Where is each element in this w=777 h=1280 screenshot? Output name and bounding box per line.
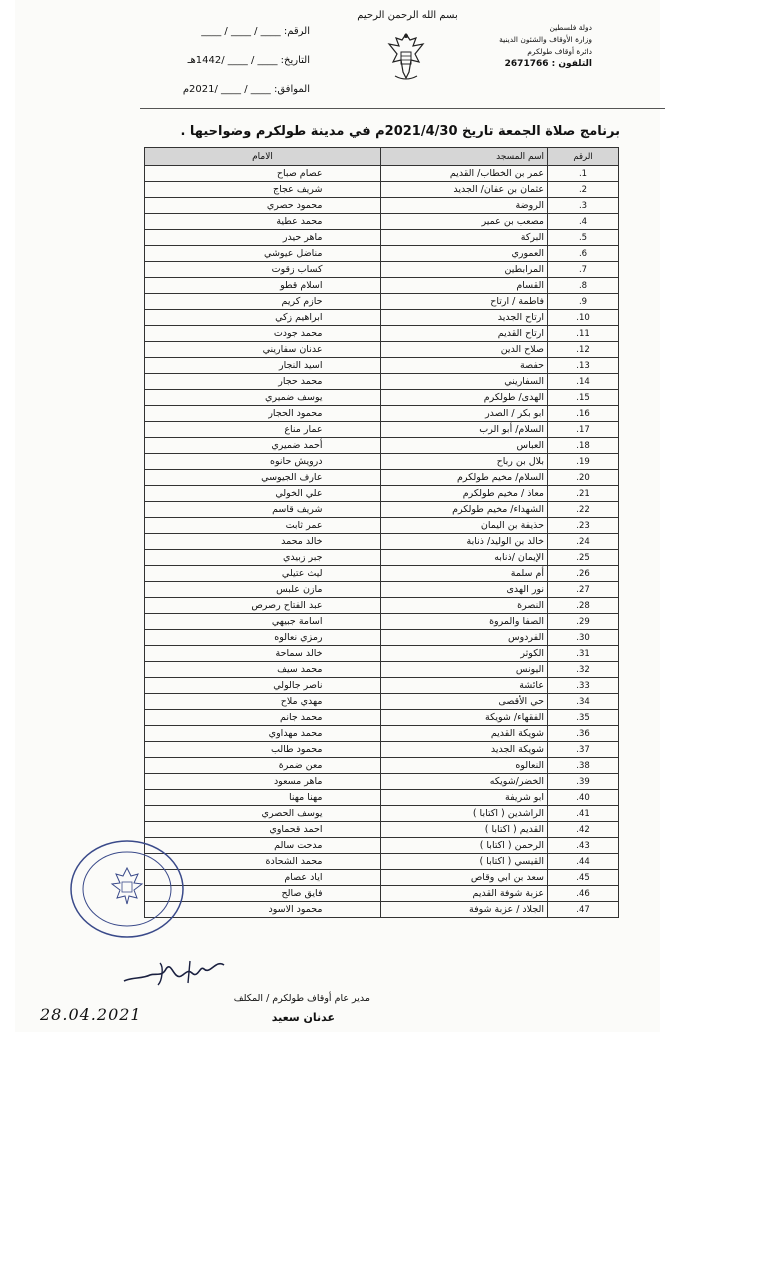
mosque-name: ابو شريفة	[381, 790, 548, 806]
row-number: 31.	[548, 646, 619, 662]
row-number: 23.	[548, 518, 619, 534]
hijri-date-line: التاريخ: ____ / ____ /1442هـ	[187, 55, 310, 66]
handwritten-signature-icon	[120, 955, 230, 989]
imam-name	[145, 422, 381, 438]
imam-name-text: اسامة جبيهي	[271, 616, 323, 627]
header-num: الرقم	[548, 148, 619, 166]
letterhead-line: دولة فلسطين	[549, 23, 592, 32]
mosque-name: البركة	[381, 230, 548, 246]
table-row	[145, 582, 619, 598]
imam-name	[145, 742, 381, 758]
row-number: 15.	[548, 390, 619, 406]
mosque-name: عثمان بن عفان/ الجديد	[381, 182, 548, 198]
imam-name-text: محمد عطية	[276, 216, 323, 227]
imam-name-text: اياد عصام	[284, 872, 323, 883]
table-row	[145, 198, 619, 214]
imam-name-text: محمود طالب	[270, 744, 323, 755]
row-number: 43.	[548, 838, 619, 854]
table-row	[145, 326, 619, 342]
row-number: 27.	[548, 582, 619, 598]
document-title: برنامج صلاة الجمعة تاريخ 2021/4/30م في مدينة طولكرم وضواحيها .	[180, 124, 620, 139]
header-mosque: اسم المسجد	[381, 148, 548, 166]
imam-name	[145, 310, 381, 326]
row-number: 11.	[548, 326, 619, 342]
imam-name-text: مازن علبس	[276, 584, 323, 595]
row-number: 17.	[548, 422, 619, 438]
table-row	[145, 342, 619, 358]
imam-name	[145, 214, 381, 230]
imam-name-text: ليث عتيلي	[281, 568, 323, 579]
mosque-name: القسام	[381, 278, 548, 294]
mosque-name: الراشدين ( اكتابا )	[381, 806, 548, 822]
imam-name	[145, 646, 381, 662]
reference-block	[150, 22, 310, 109]
imam-name	[145, 262, 381, 278]
table-row	[145, 406, 619, 422]
table-row	[145, 838, 619, 854]
table-row	[145, 278, 619, 294]
imam-name	[145, 598, 381, 614]
mosque-name: عمر بن الخطاب/ القديم	[381, 166, 548, 182]
mosque-name: الجلاد / عزبة شوفة	[381, 902, 548, 918]
imam-name-text: اسلام قطو	[280, 280, 323, 291]
row-number: 7.	[548, 262, 619, 278]
imam-name	[145, 662, 381, 678]
table-row	[145, 310, 619, 326]
table-row	[145, 246, 619, 262]
table-row	[145, 374, 619, 390]
imam-name-text: رمزي نعالوه	[274, 632, 323, 643]
mosque-name: الفقهاء/ شويكة	[381, 710, 548, 726]
row-number: 5.	[548, 230, 619, 246]
imam-name-text: مهدي ملاح	[280, 696, 323, 707]
basmala-text: بسم الله الرحمن الرحيم	[357, 10, 458, 21]
mosque-name: الروضة	[381, 198, 548, 214]
imam-name	[145, 758, 381, 774]
imam-name-text: عمر ثابت	[285, 520, 323, 531]
signatory-name: عدنان سعيد	[271, 1011, 335, 1024]
imam-name	[145, 630, 381, 646]
row-number: 19.	[548, 454, 619, 470]
imam-name-text: خالد محمد	[281, 536, 323, 547]
row-number: 22.	[548, 502, 619, 518]
row-number: 34.	[548, 694, 619, 710]
mosque-name: ابو بكر / الصدر	[381, 406, 548, 422]
imam-name	[145, 822, 381, 838]
imam-name	[145, 582, 381, 598]
mosque-name: السلام/ مخيم طولكرم	[381, 470, 548, 486]
imam-name-text: محمود الاسود	[268, 904, 323, 915]
mosque-name: ارتاح الجديد	[381, 310, 548, 326]
mosque-name: بلال بن رباح	[381, 454, 548, 470]
mosque-name: ارتاح القديم	[381, 326, 548, 342]
mosque-name: معاذ / مخيم طولكرم	[381, 486, 548, 502]
row-number: 2.	[548, 182, 619, 198]
mosque-name: سعد بن ابي وقاص	[381, 870, 548, 886]
row-number: 4.	[548, 214, 619, 230]
row-number: 12.	[548, 342, 619, 358]
table-row	[145, 470, 619, 486]
gregorian-date-line: الموافق: ____ / ____ /2021م	[182, 84, 310, 95]
imam-name-text: عمار مناع	[284, 424, 323, 435]
mosque-name: شويكة القديم	[381, 726, 548, 742]
imam-name-text: ابراهيم زكي	[275, 312, 323, 323]
imam-name	[145, 614, 381, 630]
imam-name-text: محمد حجار	[278, 376, 323, 387]
table-row	[145, 742, 619, 758]
mosque-name: حفصة	[381, 358, 548, 374]
row-number: 3.	[548, 198, 619, 214]
imam-name	[145, 710, 381, 726]
imam-name	[145, 374, 381, 390]
imam-name	[145, 166, 381, 182]
phone-label: التلفون :	[551, 59, 592, 69]
imam-name-text: محمد سيف	[277, 664, 323, 675]
imam-name	[145, 390, 381, 406]
mosque-name: النعالوه	[381, 758, 548, 774]
imam-name	[145, 534, 381, 550]
row-number: 8.	[548, 278, 619, 294]
table-row	[145, 534, 619, 550]
imam-name	[145, 790, 381, 806]
row-number: 35.	[548, 710, 619, 726]
imam-name-text: شريف قاسم	[272, 504, 323, 515]
row-number: 46.	[548, 886, 619, 902]
mosque-name: السفاريني	[381, 374, 548, 390]
table-row	[145, 854, 619, 870]
table-row	[145, 550, 619, 566]
imam-name	[145, 806, 381, 822]
row-number: 30.	[548, 630, 619, 646]
imam-name-text: محمد جودت	[273, 328, 323, 339]
imam-name-text: جبر زبيدي	[282, 552, 323, 563]
imam-name	[145, 278, 381, 294]
table-row	[145, 438, 619, 454]
mosque-name: أم سلمة	[381, 566, 548, 582]
row-number: 10.	[548, 310, 619, 326]
imam-name	[145, 246, 381, 262]
imam-name-text: ماهر حيدر	[282, 232, 323, 243]
table-row	[145, 262, 619, 278]
table-body	[145, 166, 619, 918]
imam-name-text: عصام صباح	[276, 168, 323, 179]
letterhead-right	[500, 22, 592, 70]
imam-name-text: يوسف الحصري	[261, 808, 323, 819]
table-row	[145, 390, 619, 406]
mosque-name: الفردوس	[381, 630, 548, 646]
table-row	[145, 422, 619, 438]
table-row	[145, 902, 619, 918]
table-row	[145, 806, 619, 822]
imam-name-text: عبد الفتاح رصرص	[251, 600, 323, 611]
mosque-name: الشهداء/ مخيم طولكرم	[381, 502, 548, 518]
row-number: 42.	[548, 822, 619, 838]
imam-name	[145, 358, 381, 374]
phone-line	[500, 58, 592, 70]
imam-name	[145, 182, 381, 198]
imam-name-text: فايق صالح	[281, 888, 323, 899]
imam-name	[145, 406, 381, 422]
table-row	[145, 166, 619, 182]
imam-name-text: ناصر جالولي	[273, 680, 323, 691]
table-row	[145, 662, 619, 678]
row-number: 32.	[548, 662, 619, 678]
imam-name	[145, 726, 381, 742]
imam-name	[145, 294, 381, 310]
row-number: 29.	[548, 614, 619, 630]
row-number: 18.	[548, 438, 619, 454]
table-row	[145, 790, 619, 806]
table-row	[145, 758, 619, 774]
table-row	[145, 694, 619, 710]
mosque-name: الصفا والمروة	[381, 614, 548, 630]
table-row	[145, 214, 619, 230]
table-row	[145, 710, 619, 726]
mosque-name: الخضر/شويكه	[381, 774, 548, 790]
imam-name	[145, 326, 381, 342]
mosque-name: فاطمة / ارتاح	[381, 294, 548, 310]
row-number: 6.	[548, 246, 619, 262]
table-row	[145, 598, 619, 614]
table-row	[145, 822, 619, 838]
mosque-name: الرحمن ( اكتابا )	[381, 838, 548, 854]
imam-name-text: ماهر مسعود	[273, 776, 323, 787]
palestine-eagle-emblem-icon	[385, 28, 427, 84]
mosque-name: القيسي ( اكتابا )	[381, 854, 548, 870]
imam-name-text: محمود الحجار	[268, 408, 323, 419]
phone-value: 2671766	[504, 59, 549, 69]
imam-name-text: محمد مهداوي	[268, 728, 323, 739]
imam-name	[145, 438, 381, 454]
table-row	[145, 630, 619, 646]
imam-name-text: يوسف ضميري	[265, 392, 323, 403]
imam-name	[145, 198, 381, 214]
imam-name	[145, 678, 381, 694]
row-number: 26.	[548, 566, 619, 582]
mosque-name: حي الأقصى	[381, 694, 548, 710]
table-row	[145, 358, 619, 374]
row-number: 28.	[548, 598, 619, 614]
mosque-name: السلام/ أبو الرب	[381, 422, 548, 438]
table-row	[145, 502, 619, 518]
row-number: 25.	[548, 550, 619, 566]
table-row	[145, 518, 619, 534]
mosque-name: مصعب بن عمير	[381, 214, 548, 230]
imam-name-text: محمود حصري	[266, 200, 323, 211]
mosque-name: الهدى/ طولكرم	[381, 390, 548, 406]
imam-name	[145, 342, 381, 358]
mosque-name: صلاح الدين	[381, 342, 548, 358]
mosque-name: الكوثر	[381, 646, 548, 662]
row-number: 45.	[548, 870, 619, 886]
row-number: 38.	[548, 758, 619, 774]
table-row	[145, 614, 619, 630]
row-number: 9.	[548, 294, 619, 310]
row-number: 13.	[548, 358, 619, 374]
mosque-name: نور الهدى	[381, 582, 548, 598]
mosque-name: حذيفة بن اليمان	[381, 518, 548, 534]
mosque-name: اليونس	[381, 662, 548, 678]
row-number: 14.	[548, 374, 619, 390]
imam-name-text: معن ضمرة	[278, 760, 323, 771]
table-row	[145, 566, 619, 582]
table-row	[145, 726, 619, 742]
official-stamp-icon	[68, 838, 186, 940]
table-row	[145, 294, 619, 310]
imam-name	[145, 774, 381, 790]
imam-name-text: درويش حانوه	[270, 456, 323, 467]
table-row	[145, 774, 619, 790]
friday-prayer-table	[144, 147, 619, 918]
imam-name-text: اسيد النجار	[279, 360, 323, 371]
row-number: 40.	[548, 790, 619, 806]
signatory-position: مدير عام أوقاف طولكرم / المكلف	[233, 993, 370, 1004]
imam-name	[145, 486, 381, 502]
imam-name-text: احمد قحماوي	[269, 824, 323, 835]
table-row	[145, 646, 619, 662]
imam-name-text: شريف عجاج	[272, 184, 323, 195]
table-row	[145, 886, 619, 902]
row-number: 37.	[548, 742, 619, 758]
mosque-name: العموري	[381, 246, 548, 262]
imam-name	[145, 470, 381, 486]
imam-name-text: كساب زقوت	[271, 264, 323, 275]
imam-name-text: مدحت سالم	[274, 840, 323, 851]
imam-name-text: خالد سماحة	[275, 648, 323, 659]
row-number: 21.	[548, 486, 619, 502]
imam-name	[145, 502, 381, 518]
imam-name	[145, 518, 381, 534]
imam-name-text: حازم كريم	[281, 296, 323, 307]
letterhead-line: وزارة الأوقاف والشئون الدينية	[499, 35, 592, 44]
header-divider	[140, 108, 665, 109]
mosque-name: النصرة	[381, 598, 548, 614]
imam-name-text: أحمد ضميري	[271, 440, 323, 451]
imam-name	[145, 566, 381, 582]
table-row	[145, 486, 619, 502]
mosque-name: خالد بن الوليد/ ذنابة	[381, 534, 548, 550]
mosque-name: الإيمان /ذنابه	[381, 550, 548, 566]
row-number: 39.	[548, 774, 619, 790]
table-row	[145, 454, 619, 470]
table-header-row	[145, 148, 619, 166]
table-row	[145, 230, 619, 246]
imam-name-text: محمد الشحادة	[265, 856, 323, 867]
imam-name-text: محمد جانم	[280, 712, 323, 723]
imam-name-text: عارف الجيوسي	[261, 472, 323, 483]
table-row	[145, 870, 619, 886]
mosque-name: القديم ( اكتابا )	[381, 822, 548, 838]
mosque-name: شويكة الجديد	[381, 742, 548, 758]
imam-name	[145, 454, 381, 470]
imam-name	[145, 550, 381, 566]
imam-name-text: علي الخولي	[275, 488, 323, 499]
letterhead-line: دائرة أوقاف طولكرم	[527, 47, 592, 56]
row-number: 20.	[548, 470, 619, 486]
mosque-name: عائشة	[381, 678, 548, 694]
table-row	[145, 678, 619, 694]
imam-name-text: مناضل عيوشي	[264, 248, 323, 259]
mosque-name: عزبة شوفة القديم	[381, 886, 548, 902]
row-number: 41.	[548, 806, 619, 822]
table-row	[145, 182, 619, 198]
row-number: 1.	[548, 166, 619, 182]
ref-number-line: الرقم: ____ / ____ / ____	[201, 26, 310, 37]
row-number: 16.	[548, 406, 619, 422]
imam-name	[145, 694, 381, 710]
row-number: 47.	[548, 902, 619, 918]
imam-name	[145, 230, 381, 246]
row-number: 44.	[548, 854, 619, 870]
mosque-name: العباس	[381, 438, 548, 454]
header-imam: الامام	[145, 148, 381, 166]
mosque-name: المرابطين	[381, 262, 548, 278]
row-number: 36.	[548, 726, 619, 742]
row-number: 33.	[548, 678, 619, 694]
handwritten-date: 28.04.2021	[40, 1005, 142, 1024]
imam-name-text: عدنان سفاريني	[262, 344, 323, 355]
imam-name-text: مهنا مهنا	[289, 792, 323, 803]
row-number: 24.	[548, 534, 619, 550]
